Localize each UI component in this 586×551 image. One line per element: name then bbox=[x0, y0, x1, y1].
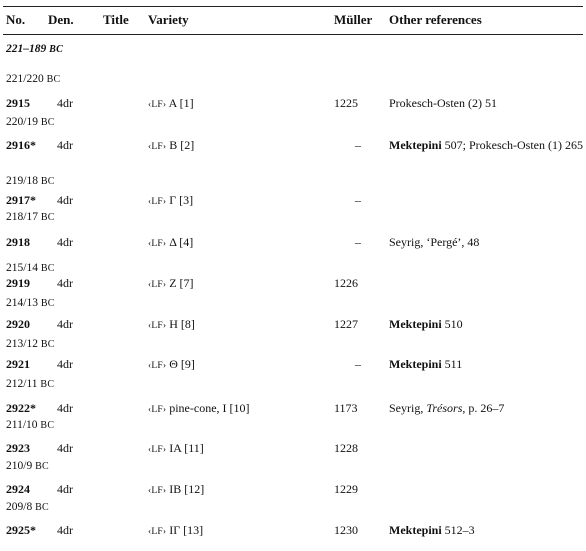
date-era: BC bbox=[40, 176, 55, 187]
variety-text: IΓ [13] bbox=[169, 523, 204, 537]
lf-marker: ‹LF› bbox=[148, 280, 167, 290]
date-value: 218/17 bbox=[6, 211, 38, 223]
lf-marker: ‹LF› bbox=[148, 445, 167, 455]
date-value: 213/12 bbox=[6, 338, 38, 350]
table-row bbox=[0, 193, 586, 211]
catalogue-number: 2920 bbox=[6, 317, 30, 331]
date-line bbox=[0, 297, 586, 315]
denomination: 4dr bbox=[57, 401, 73, 415]
variety-text: Δ [4] bbox=[169, 235, 194, 249]
denomination: 4dr bbox=[57, 96, 73, 110]
date-line bbox=[0, 338, 586, 356]
table-row bbox=[0, 276, 586, 294]
date-era: BC bbox=[40, 339, 55, 350]
variety bbox=[148, 317, 195, 332]
date-era: BC bbox=[40, 420, 55, 431]
variety-text: B [2] bbox=[169, 138, 195, 152]
variety-text: IA [11] bbox=[169, 441, 204, 455]
catalogue-number: 2924 bbox=[6, 482, 30, 496]
catalogue-number: 2918 bbox=[6, 235, 30, 249]
date-era: BC bbox=[40, 263, 55, 274]
other-references bbox=[389, 235, 584, 250]
date-era: BC bbox=[40, 298, 55, 309]
other-references bbox=[389, 317, 584, 332]
variety bbox=[148, 482, 204, 497]
date-era: BC bbox=[46, 74, 61, 85]
muller-number: 1228 bbox=[334, 441, 358, 455]
variety-text: pine-cone, I [10] bbox=[169, 401, 250, 415]
catalogue-number: 2916* bbox=[6, 138, 36, 152]
header-variety: Variety bbox=[148, 12, 189, 27]
muller-number: 1173 bbox=[334, 401, 358, 415]
header-rule bbox=[3, 34, 583, 35]
date-value: 221/220 bbox=[6, 73, 44, 85]
header-den: Den. bbox=[48, 12, 74, 27]
table-row bbox=[0, 96, 586, 114]
date-line bbox=[0, 73, 586, 91]
date-line bbox=[0, 175, 586, 193]
table-row bbox=[0, 441, 586, 459]
date-era: BC bbox=[35, 461, 50, 472]
date-value: 215/14 bbox=[6, 262, 38, 274]
muller-number: 1230 bbox=[334, 523, 358, 537]
reference-text: 511 bbox=[441, 357, 463, 371]
reference-title: Trésors bbox=[426, 401, 463, 415]
muller-number: – bbox=[355, 357, 361, 371]
header-other-references: Other references bbox=[389, 12, 482, 27]
denomination: 4dr bbox=[57, 441, 73, 455]
lf-marker: ‹LF› bbox=[148, 486, 167, 496]
muller-number: – bbox=[355, 235, 361, 249]
variety bbox=[148, 523, 203, 538]
variety bbox=[148, 441, 204, 456]
period-heading bbox=[0, 43, 586, 61]
date-line bbox=[0, 460, 586, 478]
muller-number: – bbox=[355, 193, 361, 207]
catalogue-number: 2925* bbox=[6, 523, 36, 537]
date-line bbox=[0, 116, 586, 134]
denomination: 4dr bbox=[57, 276, 73, 290]
other-references bbox=[389, 523, 584, 538]
lf-marker: ‹LF› bbox=[148, 100, 167, 110]
date-line bbox=[0, 211, 586, 229]
reference-text: 507; Prokesch-Osten (1) 265 bbox=[441, 138, 583, 152]
date-era: BC bbox=[35, 502, 50, 513]
period-era: BC bbox=[49, 44, 64, 55]
table-row bbox=[0, 523, 586, 541]
date-era: BC bbox=[40, 212, 55, 223]
muller-number: 1227 bbox=[334, 317, 358, 331]
catalogue-number: 2915 bbox=[6, 96, 30, 110]
date-value: 219/18 bbox=[6, 175, 38, 187]
date-value: 214/13 bbox=[6, 297, 38, 309]
table-row bbox=[0, 317, 586, 335]
denomination: 4dr bbox=[57, 235, 73, 249]
catalogue-number: 2921 bbox=[6, 357, 30, 371]
date-line bbox=[0, 501, 586, 519]
variety-text: IB [12] bbox=[169, 482, 205, 496]
date-line bbox=[0, 378, 586, 396]
variety bbox=[148, 357, 195, 372]
denomination: 4dr bbox=[57, 357, 73, 371]
period-range: 221–189 bbox=[6, 43, 47, 55]
variety bbox=[148, 193, 193, 208]
date-value: 210/9 bbox=[6, 460, 33, 472]
muller-number: 1226 bbox=[334, 276, 358, 290]
reference-source: Mektepini bbox=[389, 523, 442, 537]
reference-source: Mektepini bbox=[389, 357, 442, 371]
date-value: 209/8 bbox=[6, 501, 33, 513]
variety-text: Θ [9] bbox=[169, 357, 195, 371]
other-references bbox=[389, 138, 584, 153]
catalogue-number: 2917* bbox=[6, 193, 36, 207]
variety-text: A [1] bbox=[168, 96, 194, 110]
reference-text: 512–3 bbox=[441, 523, 475, 537]
header-title: Title bbox=[103, 12, 129, 27]
lf-marker: ‹LF› bbox=[148, 361, 167, 371]
other-references bbox=[389, 357, 584, 372]
date-value: 212/11 bbox=[6, 378, 38, 390]
reference-source: Mektepini bbox=[389, 317, 442, 331]
table-row bbox=[0, 235, 586, 253]
lf-marker: ‹LF› bbox=[148, 142, 167, 152]
date-era: BC bbox=[40, 379, 55, 390]
muller-number: 1225 bbox=[334, 96, 358, 110]
reference-text: Seyrig, bbox=[389, 401, 427, 415]
reference-text: Seyrig, ‘Pergé’, 48 bbox=[389, 235, 480, 249]
date-era: BC bbox=[40, 117, 55, 128]
denomination: 4dr bbox=[57, 482, 73, 496]
catalogue-number: 2922* bbox=[6, 401, 36, 415]
variety-text: Z [7] bbox=[169, 276, 194, 290]
reference-pages: , p. 26–7 bbox=[462, 401, 505, 415]
lf-marker: ‹LF› bbox=[148, 321, 167, 331]
header-no: No. bbox=[6, 12, 26, 27]
date-value: 211/10 bbox=[6, 419, 38, 431]
muller-number: – bbox=[355, 138, 361, 152]
lf-marker: ‹LF› bbox=[148, 527, 167, 537]
lf-marker: ‹LF› bbox=[148, 405, 167, 415]
variety bbox=[148, 138, 194, 153]
date-value: 220/19 bbox=[6, 116, 38, 128]
variety bbox=[148, 96, 194, 111]
reference-text: 510 bbox=[441, 317, 463, 331]
denomination: 4dr bbox=[57, 317, 73, 331]
variety-text: Γ [3] bbox=[169, 193, 194, 207]
variety-text: H [8] bbox=[169, 317, 195, 331]
table-row bbox=[0, 482, 586, 500]
variety bbox=[148, 276, 194, 291]
table-row bbox=[0, 138, 586, 156]
lf-marker: ‹LF› bbox=[148, 197, 167, 207]
table-row bbox=[0, 401, 586, 419]
date-line bbox=[0, 419, 586, 437]
catalogue-number: 2919 bbox=[6, 276, 30, 290]
denomination: 4dr bbox=[57, 138, 73, 152]
variety bbox=[148, 235, 193, 250]
denomination: 4dr bbox=[57, 193, 73, 207]
other-references bbox=[389, 401, 584, 416]
top-rule bbox=[3, 6, 583, 7]
denomination: 4dr bbox=[57, 523, 73, 537]
catalogue-number: 2923 bbox=[6, 441, 30, 455]
variety bbox=[148, 401, 250, 416]
header-muller: Müller bbox=[334, 12, 373, 27]
muller-number: 1229 bbox=[334, 482, 358, 496]
lf-marker: ‹LF› bbox=[148, 239, 167, 249]
reference-source: Mektepini bbox=[389, 138, 442, 152]
reference-text: Prokesch-Osten (2) 51 bbox=[389, 96, 497, 110]
other-references bbox=[389, 96, 584, 111]
table-row bbox=[0, 357, 586, 375]
